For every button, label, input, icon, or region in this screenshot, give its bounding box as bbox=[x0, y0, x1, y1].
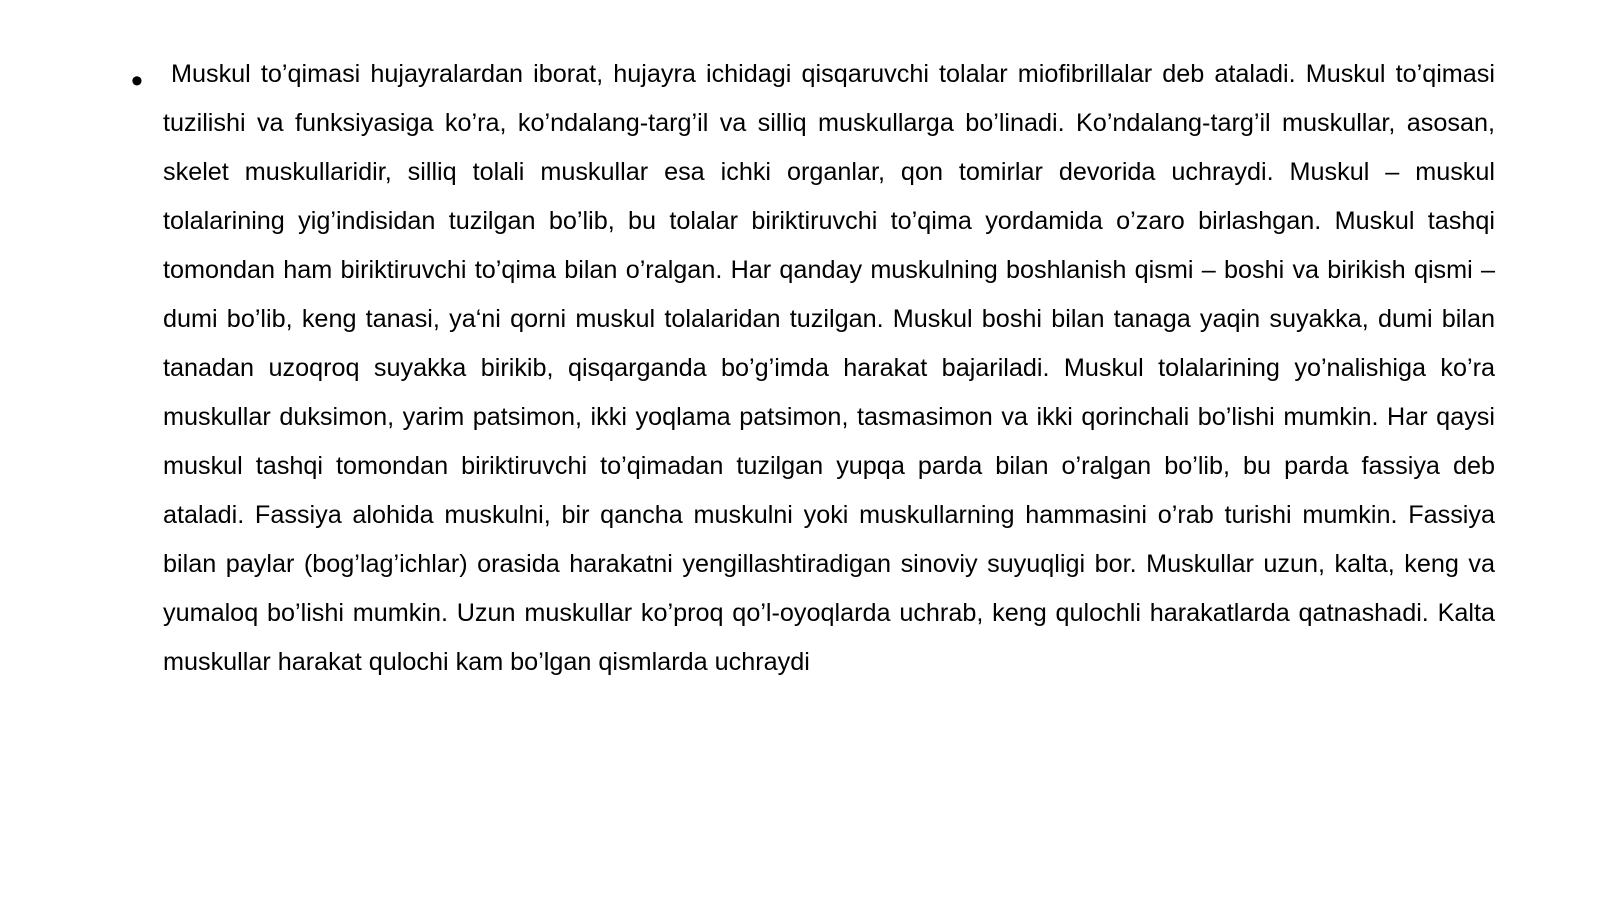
list-item bbox=[125, 50, 1495, 687]
bullet-icon: • bbox=[131, 62, 143, 100]
body-paragraph: Muskul to’qimasi hujayralardan iborat, hujayra ichidagi qisqaruvchi tolalar miofibrillalar deb ataladi. Muskul to’qimasi tuzilishi va funksiyasiga ko’ra, ko’ndalang-targ’il va silliq muskullarga bo’linadi. Ko’ndalang-targ’il muskullar, asosan, skelet muskullaridir, silliq tolali muskullar esa ichki organlar, qon tomirlar devorida uchraydi. Muskul – muskul tolalarining yig’indisidan tuzilgan bo’lib, bu tolalar biriktiruvchi to’qima yordamida o’zaro birlashgan. Muskul tashqi tomondan ham biriktiruvchi to’qima bilan o’ralgan. Har qanday muskulning boshlanish qismi – boshi va birikish qismi – dumi bo’lib, keng tanasi, ya‘ni qorni muskul tolalaridan tuzilgan. Muskul boshi bilan tanaga yaqin suyakka, dumi bilan tanadan uzoqroq suyakka birikib, qisqarganda bo’g’imda harakat bajariladi. Muskul tolalarining yo’nalishiga ko’ra muskullar duksimon, yarim patsimon, ikki yoqlama patsimon, tasmasimon va ikki qorinchali bo’lishi mumkin. Har qaysi muskul tashqi tomondan biriktiruvchi to’qimadan tuzilgan yupqa parda bilan o’ralgan bo’lib, bu parda fassiya deb ataladi. Fassiya alohida muskulni, bir qancha muskulni yoki muskullarning hammasini o’rab turishi mumkin. Fassiya bilan paylar (bog’lag’ichlar) orasida harakatni yengillashtiradigan sinoviy suyuqligi bor. Muskullar uzun, kalta, keng va yumaloq bo’lishi mumkin. Uzun muskullar ko’proq qo’l-oyoqlarda uchrab, keng qulochli harakatlarda qatnashadi. Kalta muskullar harakat qulochi kam bo’lgan qismlarda uchraydi bbox=[163, 60, 1495, 676]
bullet-list bbox=[125, 50, 1495, 687]
